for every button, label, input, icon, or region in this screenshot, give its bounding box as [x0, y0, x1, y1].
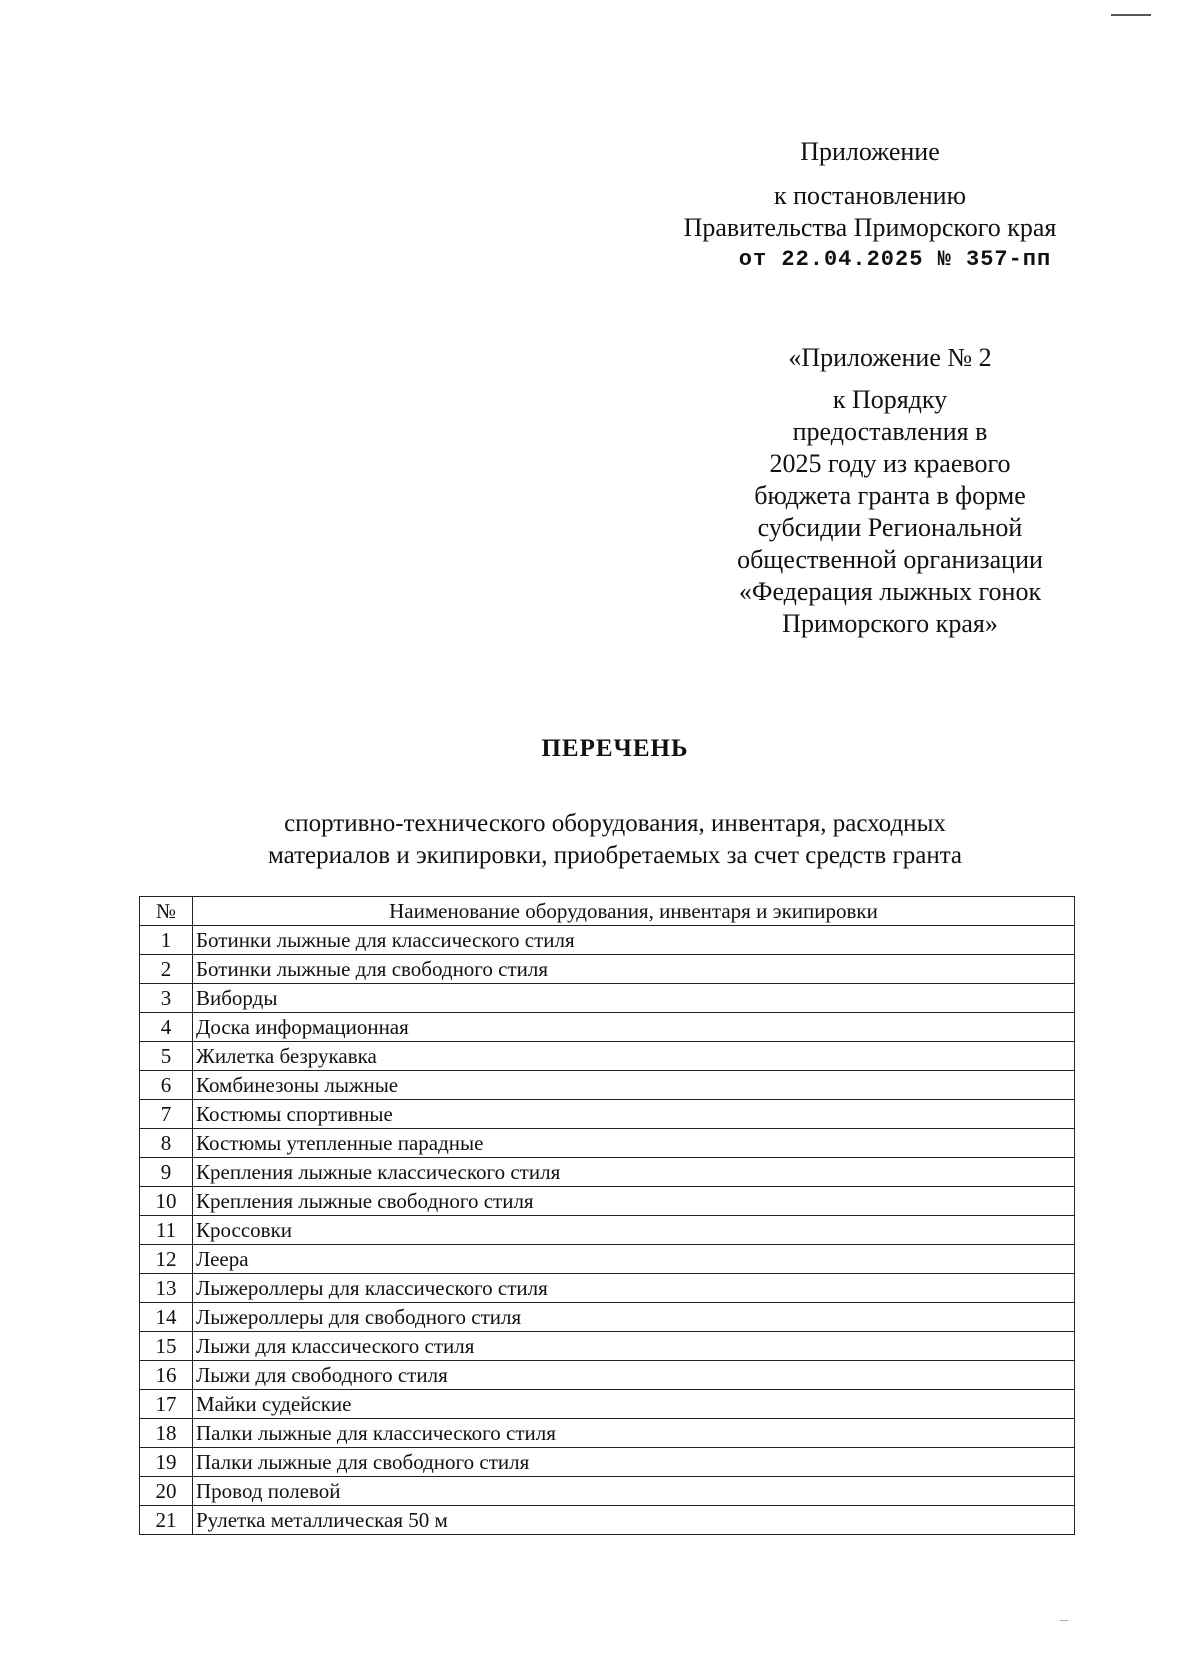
appendix2-line: Приморского края»: [782, 609, 998, 638]
table-row: [140, 1419, 1075, 1448]
table-row: [140, 1158, 1075, 1187]
row-item-name: Провод полевой: [193, 1477, 1075, 1506]
appendix2-line: бюджета гранта в форме: [754, 481, 1026, 510]
table-body: [140, 926, 1075, 1535]
table-row: [140, 1042, 1075, 1071]
row-item-name: Лыжероллеры для свободного стиля: [193, 1303, 1075, 1332]
row-item-name: Комбинезоны лыжные: [193, 1071, 1075, 1100]
row-item-name: Леера: [193, 1245, 1075, 1274]
appendix2-line: субсидии Региональной: [757, 513, 1023, 542]
table-row: [140, 1100, 1075, 1129]
appendix2-title: «Приложение № 2: [788, 343, 992, 372]
document-subheading: [0, 808, 1200, 872]
column-header-number: №: [140, 897, 193, 926]
table-row: [140, 1361, 1075, 1390]
row-number: 9: [140, 1158, 193, 1187]
page-corner-mark: [1111, 14, 1151, 16]
row-number: 5: [140, 1042, 193, 1071]
row-item-name: Кроссовки: [193, 1216, 1075, 1245]
row-item-name: Доска информационная: [193, 1013, 1075, 1042]
row-number: 13: [140, 1274, 193, 1303]
row-number: 19: [140, 1448, 193, 1477]
table-row: [140, 1477, 1075, 1506]
row-number: 11: [140, 1216, 193, 1245]
row-item-name: Костюмы утепленные парадные: [193, 1129, 1075, 1158]
appendix2-header: [720, 342, 1060, 640]
table-row: [140, 1245, 1075, 1274]
table-row: [140, 926, 1075, 955]
appendix2-line: общественной организации: [737, 545, 1043, 574]
row-item-name: Крепления лыжные свободного стиля: [193, 1187, 1075, 1216]
equipment-table: [139, 896, 1075, 1535]
row-number: 18: [140, 1419, 193, 1448]
subheading-line: материалов и экипировки, приобретаемых за счет средств гранта: [267, 842, 963, 869]
row-item-name: Палки лыжные для классического стиля: [193, 1419, 1075, 1448]
row-number: 14: [140, 1303, 193, 1332]
row-number: 2: [140, 955, 193, 984]
document-heading: ПЕРЕЧЕНЬ: [541, 735, 689, 762]
row-number: 10: [140, 1187, 193, 1216]
registration-stamp: от 22.04.2025 № 357-пп: [738, 247, 1052, 272]
row-number: 6: [140, 1071, 193, 1100]
appendix2-line: к Порядку: [832, 385, 948, 414]
row-item-name: Жилетка безрукавка: [193, 1042, 1075, 1071]
table-row: [140, 1274, 1075, 1303]
appendix2-line: «Федерация лыжных гонок: [738, 577, 1042, 606]
row-item-name: Рулетка металлическая 50 м: [193, 1506, 1075, 1535]
row-number: 21: [140, 1506, 193, 1535]
footer-mark: [1060, 1620, 1068, 1621]
row-item-name: Крепления лыжные классического стиля: [193, 1158, 1075, 1187]
row-item-name: Палки лыжные для свободного стиля: [193, 1448, 1075, 1477]
row-item-name: Лыжи для классического стиля: [193, 1332, 1075, 1361]
row-item-name: Майки судейские: [193, 1390, 1075, 1419]
row-item-name: Ботинки лыжные для классического стиля: [193, 926, 1075, 955]
row-item-name: Лыжероллеры для классического стиля: [193, 1274, 1075, 1303]
appendix2-line: 2025 году из краевого: [769, 449, 1011, 478]
row-number: 15: [140, 1332, 193, 1361]
row-number: 4: [140, 1013, 193, 1042]
table-row: [140, 1129, 1075, 1158]
row-item-name: Виборды: [193, 984, 1075, 1013]
column-header-name: Наименование оборудования, инвентаря и экипировки: [193, 897, 1075, 926]
table-row: [140, 955, 1075, 984]
table-row: [140, 1506, 1075, 1535]
table-row: [140, 1448, 1075, 1477]
row-number: 12: [140, 1245, 193, 1274]
table-row: [140, 1390, 1075, 1419]
table-header-row: [140, 897, 1075, 926]
table-row: [140, 1332, 1075, 1361]
table-row: [140, 1187, 1075, 1216]
subheading-line: спортивно-технического оборудования, инвентаря, расходных: [284, 810, 946, 837]
row-number: 17: [140, 1390, 193, 1419]
appendix-header: [640, 136, 1100, 276]
appendix2-line: предоставления в: [792, 417, 988, 446]
row-number: 8: [140, 1129, 193, 1158]
row-item-name: Лыжи для свободного стиля: [193, 1361, 1075, 1390]
row-number: 7: [140, 1100, 193, 1129]
row-number: 1: [140, 926, 193, 955]
row-number: 16: [140, 1361, 193, 1390]
table-row: [140, 1071, 1075, 1100]
appendix-line: Правительства Приморского края: [683, 213, 1057, 242]
row-item-name: Костюмы спортивные: [193, 1100, 1075, 1129]
table-row: [140, 1303, 1075, 1332]
table-row: [140, 984, 1075, 1013]
table-row: [140, 1013, 1075, 1042]
table-row: [140, 1216, 1075, 1245]
appendix-line: к постановлению: [773, 181, 967, 210]
row-number: 20: [140, 1477, 193, 1506]
row-number: 3: [140, 984, 193, 1013]
appendix-title: Приложение: [800, 137, 940, 166]
row-item-name: Ботинки лыжные для свободного стиля: [193, 955, 1075, 984]
